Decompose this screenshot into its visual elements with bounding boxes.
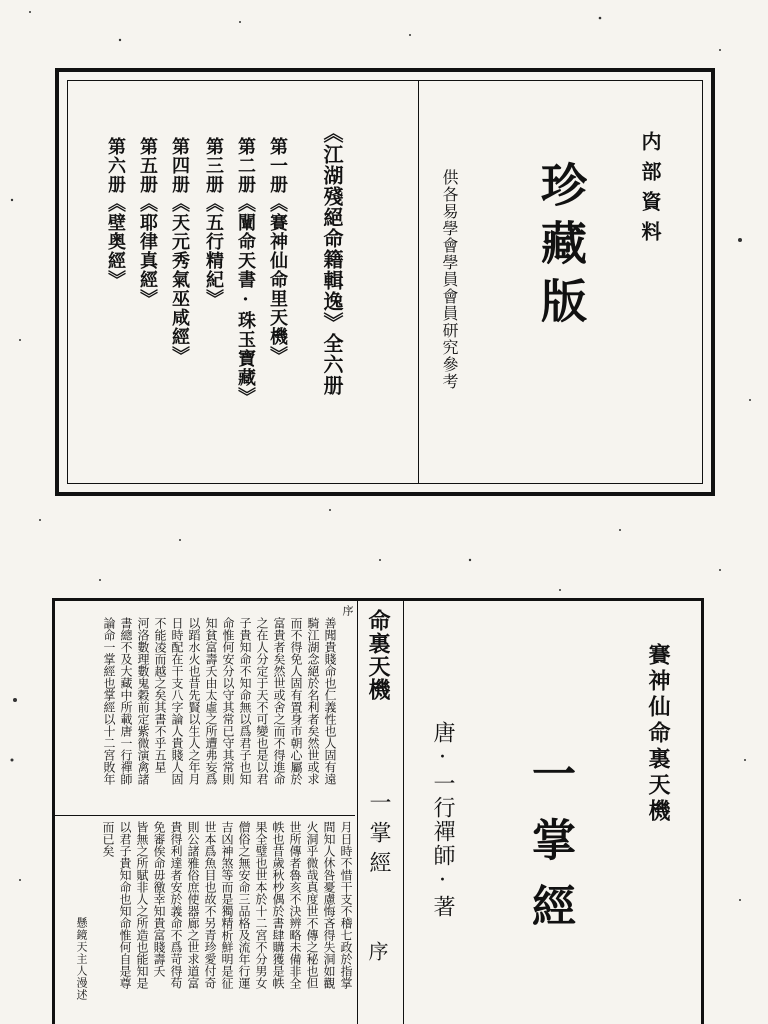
preface-column: 吉凶神煞等而是獨精析鮮明是征 (220, 821, 234, 989)
book-title: 賽神仙命裏天機 (645, 643, 671, 825)
preface-column: 則公諸雅俗庶使器廊之世求道富 (186, 821, 200, 989)
preface-column: 命惟何安分以守其常已守其常則 (221, 617, 235, 785)
cover-divider (418, 81, 419, 483)
column-line (403, 601, 404, 1024)
internal-material-label: 内部資料 (638, 131, 662, 251)
volume-2: 第二册《闡命天書·珠玉寶藏》 (235, 137, 256, 406)
preface-column: 而不得免人固有置身市朝心屬於 (289, 617, 303, 785)
supply-note: 供各易學會學員會員研究參考 (440, 169, 459, 390)
preface-column: 騎江湖念絕於名利者矣然世或求 (306, 617, 320, 785)
running-header-preface: 序 (365, 941, 389, 961)
preface-column: 帙也昔歲秋杪偶於書肆購獲是帙 (271, 821, 285, 989)
preface-column: 果全璧也世本於十二宮不分男女 (254, 821, 268, 989)
horizontal-divider (55, 815, 355, 816)
preface-column: 之在人分定于天不可變也是以君 (255, 617, 269, 785)
running-header-subtitle: 一掌經 (366, 791, 391, 881)
main-title: 一掌經 (524, 751, 575, 949)
preface-column: 僧俗之無安命三品格及流年行運 (237, 821, 251, 989)
preface-column: 世所傳者魯亥不決辨略未備非全 (288, 821, 302, 989)
volume-6: 第六册《壁奥經》 (105, 137, 126, 289)
preface-column: 以君子貴知命也知命惟何自是尊 (118, 821, 132, 989)
volume-1: 第一册《賽神仙命里天機》 (267, 137, 288, 365)
preface-column: 書總不及大藏中所載唐一行禪師 (119, 617, 133, 785)
preface-column: 世本爲魚目也故不另青珍愛付奇 (203, 821, 217, 989)
preface-column: 間知人休咎憂慮悔吝得失洞如觀 (322, 821, 336, 989)
author-line: 唐·一行禪師·著 (430, 721, 455, 919)
volume-3: 第三册《五行精紀》 (203, 137, 224, 308)
preface-column: 而已矣 (101, 821, 115, 857)
column-line (357, 601, 358, 1024)
preface-label: 序 (341, 605, 354, 616)
cover-page (55, 68, 715, 496)
preface-column: 子貴知命不知命無以爲君子也知 (238, 617, 252, 785)
preface-column: 善聞貴賤命也仁義性也人固有遠 (323, 617, 337, 785)
cover-inner-border (67, 80, 703, 484)
preface-column: 富貴者矣然世或舍之而不得進命 (272, 617, 286, 785)
preface-column: 不能凌而越之矣其書不乎五星 (153, 617, 167, 773)
preface-column: 知貧富壽夭由太虛之所遭弗妄爲 (204, 617, 218, 785)
volume-4: 第四册《天元秀氣巫咸經》 (169, 137, 190, 365)
preface-column: 論命一掌經也掌經以十二宮敗年 (102, 617, 116, 785)
series-title: 《江湖殘絕命籍輯逸》全六册 (320, 123, 344, 396)
preface-column: 皆無之所賦非人之所造也能知是 (135, 821, 149, 989)
volume-5: 第五册《耶律真經》 (137, 137, 158, 308)
treasure-edition-title: 珍藏版 (534, 161, 588, 335)
title-page (52, 598, 704, 1024)
preface-column: 貴得利達者安於義命不爲苛得苟 (169, 821, 183, 989)
preface-column: 月日時不惜干支不稽七政於指掌 (339, 821, 353, 989)
preface-column: 免審俟命毋徼幸知貴富賤壽夭 (152, 821, 166, 977)
preface-column: 火洞乎微哉真度世不傳之秘也但 (305, 821, 319, 989)
running-header-title: 命裏天機 (365, 609, 391, 701)
preface-column: 日時配在干支八字論人貴賤人固 (170, 617, 184, 785)
preface-column: 河洛數理數鬼穀前定紫微演禽諸 (136, 617, 150, 785)
signature: 懸鏡天主人漫述 (75, 917, 88, 1001)
preface-column: 以蹈水火也昔先賢以生人之年月 (187, 617, 201, 785)
